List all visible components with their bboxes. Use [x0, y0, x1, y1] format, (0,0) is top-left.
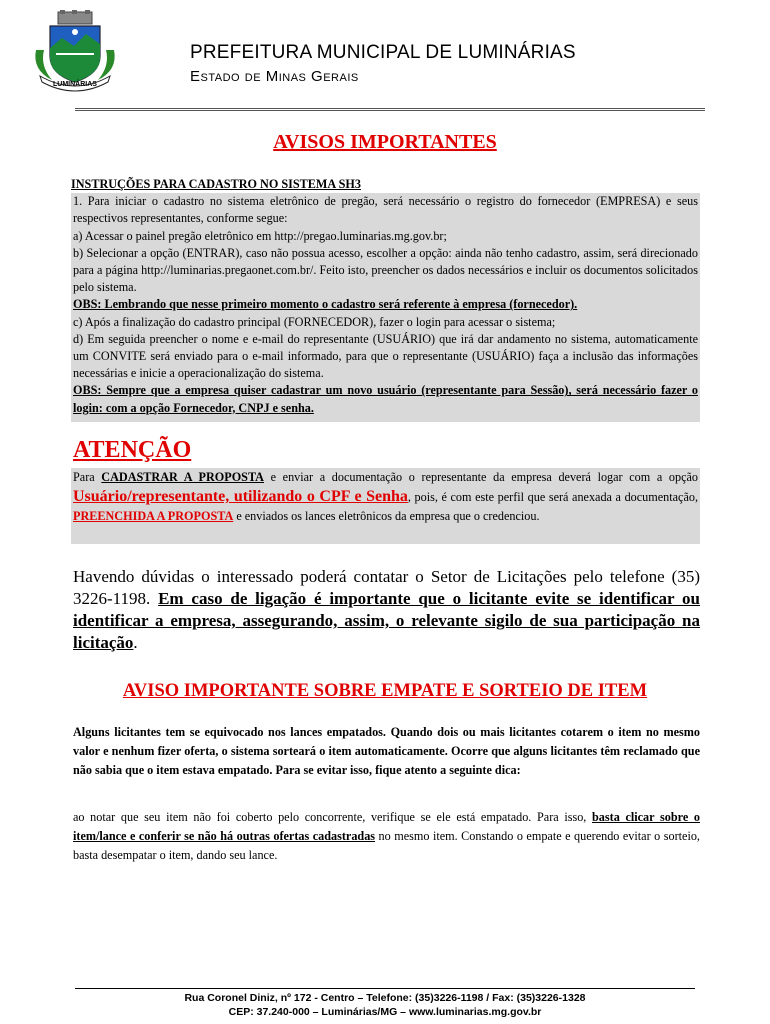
empate-text-c: no mesmo item. Constando o empate e querendo evitar o sorteio, basta desempatar o item, dando seu lance. [73, 829, 700, 862]
document-header [0, 0, 770, 115]
cadastro-obs-2: OBS: Sempre que a empresa quiser cadastrar um novo usuário (representante para Sessão), será necessário fazer o login: com a opção Fornecedor, CNPJ e senha. [73, 383, 698, 415]
contato-sigilo-warning: Em caso de ligação é importante que o licitante evite se identificar ou identificar a empresa, assegurando, assim, o relevante sigilo de sua participação na licitação [73, 589, 701, 652]
crest-banner-text: LUMINÁRIAS [53, 81, 97, 88]
cadastro-step-c: c) Após a finalização do cadastro principal (FORNECEDOR), fazer o login para acessar o sistema; [73, 314, 556, 329]
header-subtitle: Estado de Minas Gerais [190, 68, 359, 85]
empate-paragraph-2 [73, 808, 700, 865]
avisos-title: AVISOS IMPORTANTES [273, 131, 497, 153]
atencao-text-7: e enviados os lances eletrônicos da empresa que o credenciou. [233, 509, 540, 523]
header-divider [75, 108, 705, 111]
atencao-preenchida-proposta: PREENCHIDA A PROPOSTA [73, 509, 234, 523]
cadastro-step-d: d) Em seguida preencher o nome e e-mail do representante (USUÁRIO) que irá dar andamento no sistema, automaticamente um CONVITE será enviado para o e-mail informado, para que o representante (USUÁRIO) faça a inclusão das informações necessárias e inicie a operacionalização do sistema. [73, 331, 698, 381]
contato-text-3: . [133, 633, 138, 652]
atencao-text-5: , pois, é com este perfil que será anexada a documentação, [407, 490, 698, 504]
contato-text-1: Havendo dúvidas o interessado poderá contatar o Setor de Licitações pelo telefone (35) 3226-1198. [73, 567, 700, 608]
cadastro-obs-1: OBS: Lembrando que nesse primeiro momento o cadastro será referente à empresa (fornecedor). [73, 297, 578, 312]
coat-of-arms-icon [30, 10, 120, 94]
atencao-paragraph [71, 468, 700, 526]
cadastro-step-1: 1. Para iniciar o cadastro no sistema eletrônico de pregão, será necessário o registro do fornecedor (EMPRESA) e seus respectivos representantes, conforme segue: [73, 194, 698, 226]
empate-paragraph-1: Alguns licitantes tem se equivocado nos lances empatados. Quando dois ou mais licitantes cotarem o item no mesmo valor e nenhum fizer oferta, o sistema sorteará o item automaticamente. Ocorre que alguns licitantes têm reclamado que não sabia que o item estava empatado. Para se evitar isso, fique atento a seguinte dica: [73, 725, 700, 777]
empate-title: AVISO IMPORTANTE SOBRE EMPATE E SORTEIO DE ITEM [122, 681, 648, 701]
footer-divider [75, 988, 695, 989]
footer-cep-website: CEP: 37.240-000 – Luminárias/MG – www.luminarias.mg.gov.br [228, 1006, 542, 1018]
empate-basta-clicar: basta clicar sobre o item/lance e conferir se não há outras ofertas cadastradas [73, 810, 700, 843]
cadastro-title: INSTRUÇÕES PARA CADASTRO NO SISTEMA SH3 [69, 176, 702, 193]
atencao-usuario-representante: Usuário/representante, utilizando o CPF e Senha [73, 488, 408, 505]
atencao-text-1: Para [73, 470, 102, 484]
empate-text-a: ao notar que seu item não foi coberto pelo concorrente, verifique se ele está empatado. Para isso, [73, 810, 593, 824]
document-footer [0, 991, 770, 1019]
atencao-box [71, 468, 700, 544]
cadastro-step-a: a) Acessar o painel pregão eletrônico em http://pregao.luminarias.mg.gov.br; [73, 228, 447, 243]
cadastro-step-b: b) Selecionar a opção (ENTRAR), caso não possua acesso, escolher a opção: ainda não tenho cadastro, assim, será direcionado para a página http://luminarias.pregaonet.com.br/. Feito isto, preencher os dados necessários e incluir os documentos solicitados pelo sistema. [73, 245, 698, 295]
header-title: PREFEITURA MUNICIPAL DE LUMINÁRIAS [190, 42, 576, 63]
cadastro-instructions-box [71, 176, 700, 422]
atencao-text-3: e enviar a documentação o representante da empresa deverá logar com a opção [263, 470, 698, 484]
atencao-title: ATENÇÃO [73, 437, 192, 463]
contato-paragraph [73, 566, 700, 654]
atencao-cadastrar-proposta: CADASTRAR A PROPOSTA [101, 470, 264, 484]
footer-address: Rua Coronel Diniz, nº 172 - Centro – Telefone: (35)3226-1198 / Fax: (35)3226-1328 [184, 992, 586, 1004]
